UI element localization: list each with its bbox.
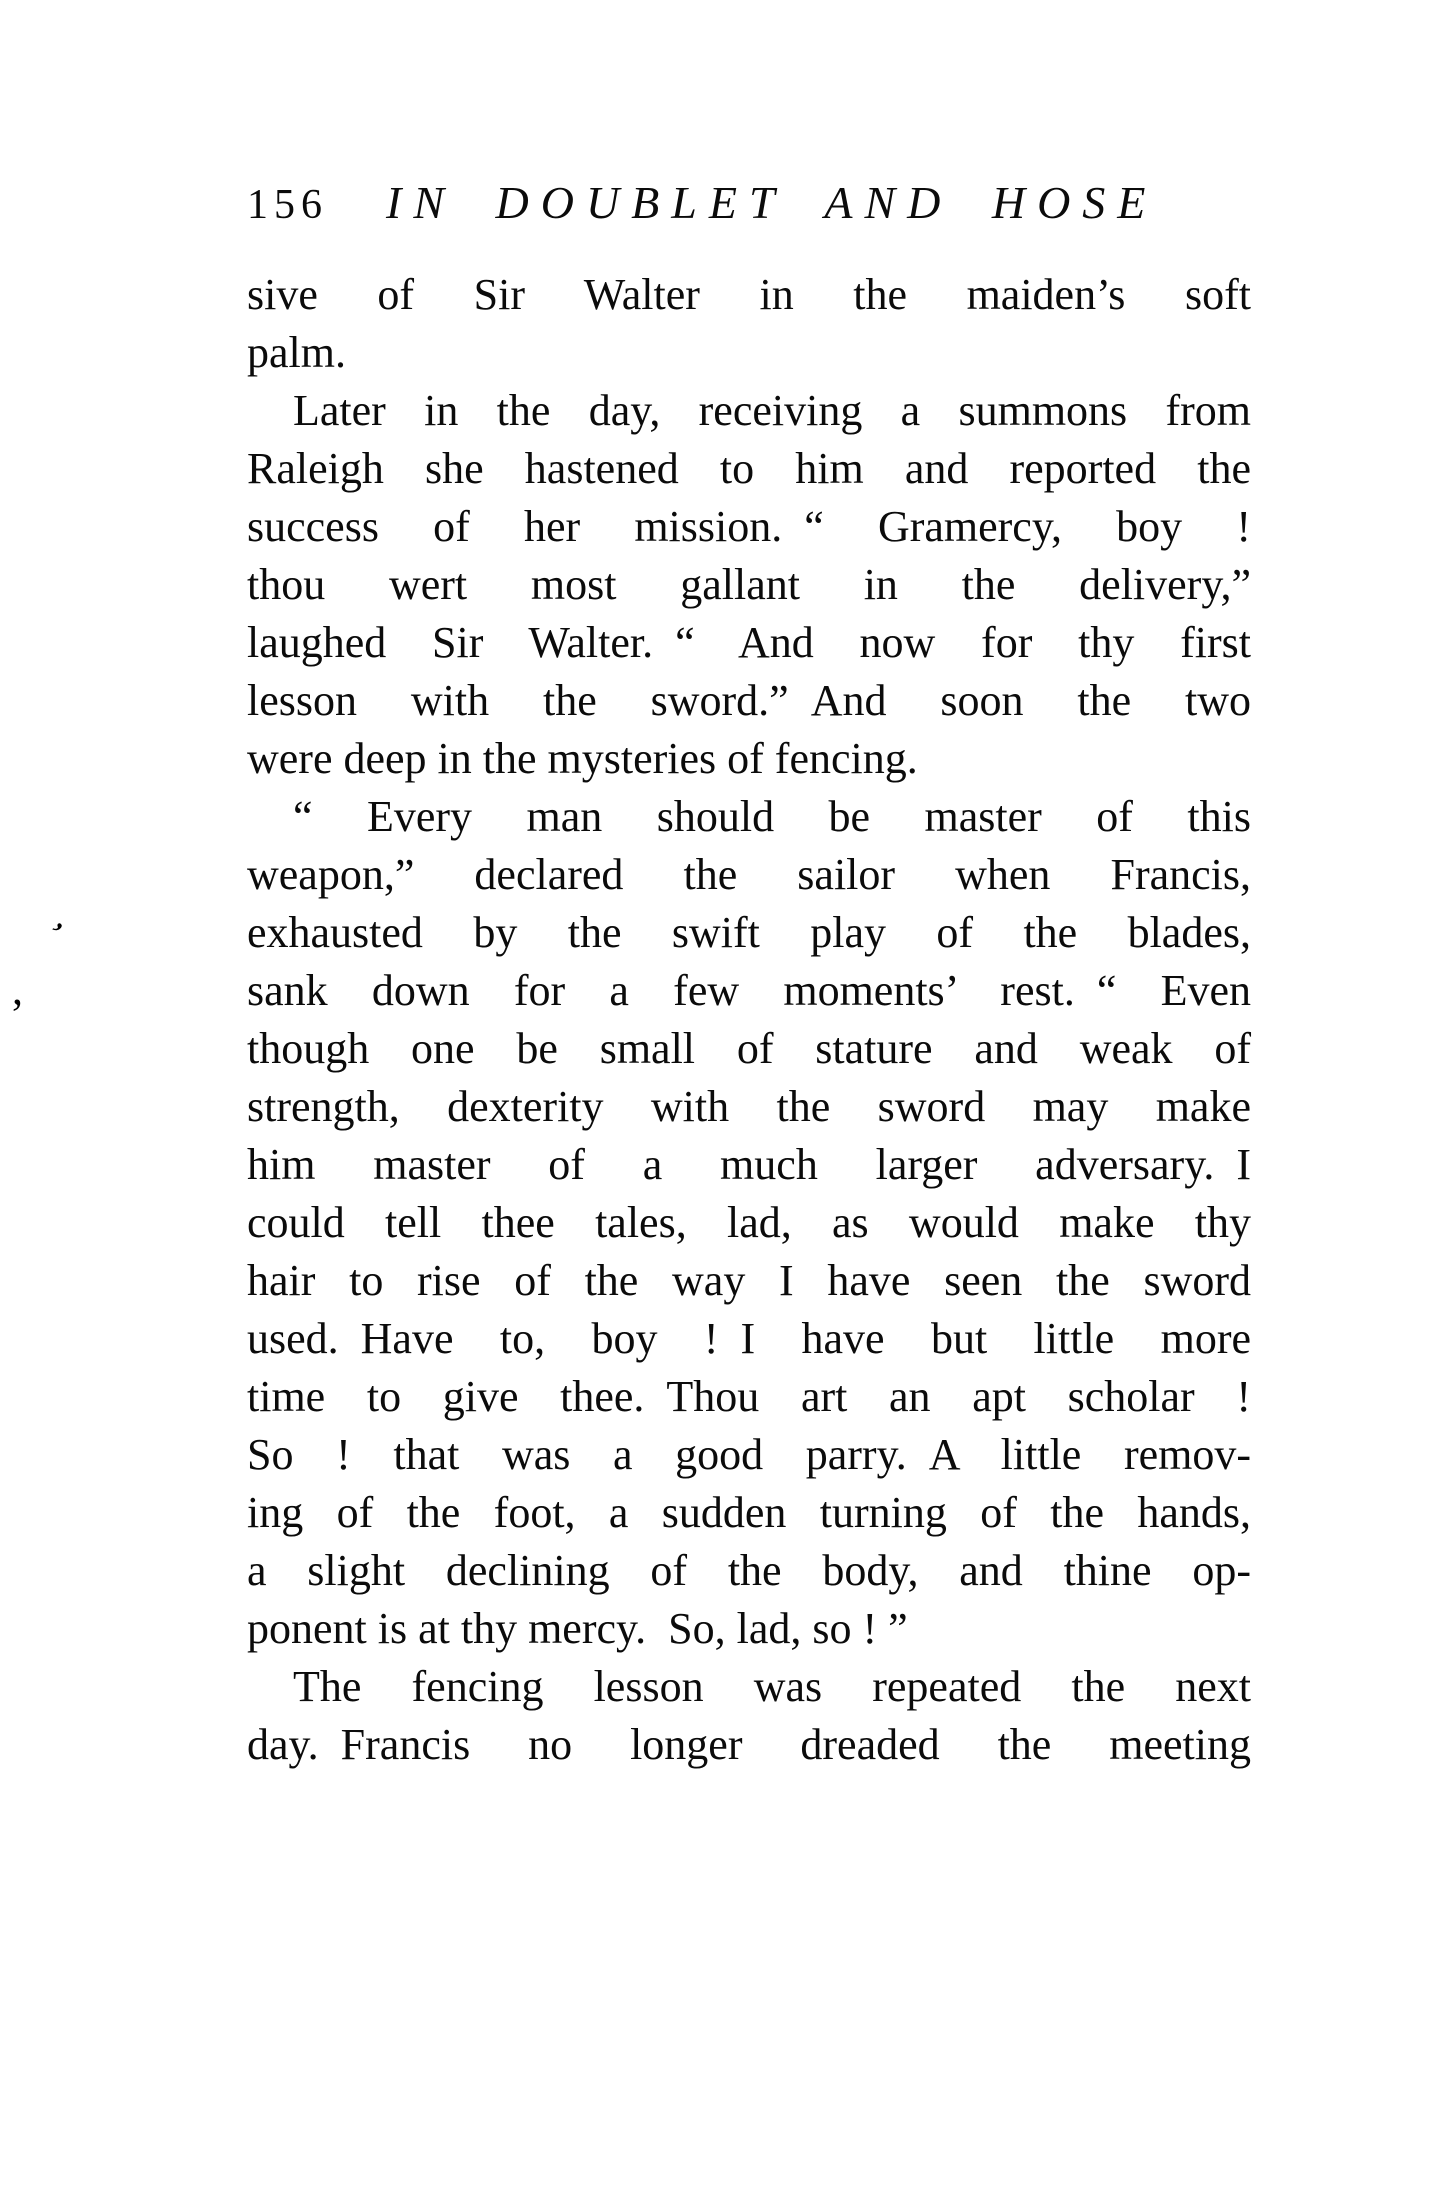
- text-line: though one be small of stature and weak of: [247, 1024, 1251, 1073]
- text-line: palm.: [247, 328, 346, 377]
- text-line: success of her mission. “ Gramercy, boy !: [247, 502, 1251, 551]
- text-line: day. Francis no longer dreaded the meeting: [247, 1720, 1251, 1769]
- margin-mark: ,: [12, 965, 23, 1014]
- text-line: laughed Sir Walter. “ And now for thy first: [247, 618, 1251, 667]
- text-line: weapon,” declared the sailor when Francis,: [247, 850, 1251, 899]
- text-line: were deep in the mysteries of fencing.: [247, 734, 918, 783]
- text-line: Raleigh she hastened to him and reported the: [247, 444, 1251, 493]
- margin-mark: ’: [33, 913, 71, 955]
- text-line: “ Every man should be master of this: [293, 792, 1251, 841]
- text-line: time to give thee. Thou art an apt scholar !: [247, 1372, 1251, 1421]
- text-line: thou wert most gallant in the delivery,”: [247, 560, 1251, 609]
- text-line: exhausted by the swift play of the blades,: [247, 908, 1251, 957]
- text-line: lesson with the sword.” And soon the two: [247, 676, 1251, 725]
- text-line: ponent is at thy mercy. So, lad, so ! ”: [247, 1604, 908, 1653]
- text-line: could tell thee tales, lad, as would make thy: [247, 1198, 1251, 1247]
- text-line: strength, dexterity with the sword may make: [247, 1082, 1251, 1131]
- text-line: So ! that was a good parry. A little remov-: [247, 1430, 1251, 1479]
- text-line: used. Have to, boy ! I have but little more: [247, 1314, 1251, 1363]
- text-line: hair to rise of the way I have seen the sword: [247, 1256, 1251, 1305]
- page-number: 156: [247, 182, 328, 228]
- running-title: IN DOUBLET AND HOSE: [386, 177, 1158, 228]
- text-line: sive of Sir Walter in the maiden’s soft: [247, 270, 1251, 319]
- text-line: Later in the day, receiving a summons from: [293, 386, 1251, 435]
- running-header: [247, 176, 1251, 229]
- text-line: him master of a much larger adversary. I: [247, 1140, 1251, 1189]
- text-line: a slight declining of the body, and thine op-: [247, 1546, 1251, 1595]
- body-text-block: [247, 266, 1251, 1774]
- text-line: ing of the foot, a sudden turning of the hands,: [247, 1488, 1251, 1537]
- text-line: sank down for a few moments’ rest. “ Even: [247, 966, 1251, 1015]
- text-line: The fencing lesson was repeated the next: [293, 1662, 1251, 1711]
